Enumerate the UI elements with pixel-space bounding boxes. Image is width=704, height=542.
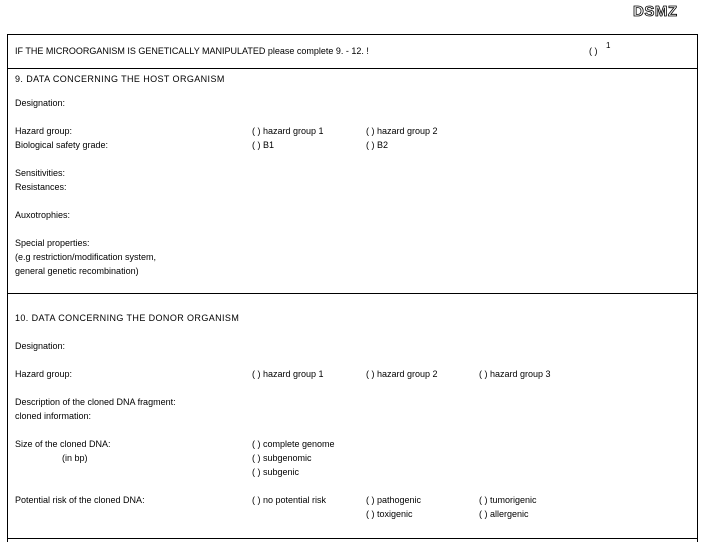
form-frame xyxy=(7,34,698,542)
top-rule xyxy=(7,34,697,35)
size-option-subgenic[interactable]: ( ) subgenic xyxy=(252,467,300,477)
risk-option-tumorigenic[interactable]: ( ) tumorigenic xyxy=(479,495,537,505)
cloned-dna-size-label: Size of the cloned DNA: xyxy=(15,439,111,449)
section10-heading: 10. DATA CONCERNING THE DONOR ORGANISM xyxy=(15,313,240,323)
footnote-marker: 1 xyxy=(606,41,611,50)
risk-option-toxigenic[interactable]: ( ) toxigenic xyxy=(366,509,413,519)
dsmz-logo: DSMZ xyxy=(633,3,678,20)
donor-hazard-label: Hazard group: xyxy=(15,369,73,379)
special-properties-note-2: general genetic recombination) xyxy=(15,266,139,276)
safety-grade-label: Biological safety grade: xyxy=(15,140,109,150)
donor-hazard-option-3[interactable]: ( ) hazard group 3 xyxy=(479,369,551,379)
risk-option-allergenic[interactable]: ( ) allergenic xyxy=(479,509,529,519)
host-hazard-option-2[interactable]: ( ) hazard group 2 xyxy=(366,126,438,136)
cloned-information-label: cloned information: xyxy=(15,411,92,421)
intro-divider xyxy=(7,68,697,69)
special-properties-note-1: (e.g restriction/modification system, xyxy=(15,252,157,262)
donor-hazard-option-2[interactable]: ( ) hazard group 2 xyxy=(366,369,438,379)
cloned-dna-size-unit: (in bp) xyxy=(62,453,88,463)
size-option-subgenomic[interactable]: ( ) subgenomic xyxy=(252,453,312,463)
host-designation-label: Designation: xyxy=(15,98,66,108)
safety-option-b2[interactable]: ( ) B2 xyxy=(366,140,389,150)
risk-option-no-potential-risk[interactable]: ( ) no potential risk xyxy=(252,495,327,505)
section9-heading: 9. DATA CONCERNING THE HOST ORGANISM xyxy=(15,74,225,84)
bottom-rule xyxy=(7,538,697,539)
cloned-fragment-description-label: Description of the cloned DNA fragment: xyxy=(15,397,176,407)
section-divider xyxy=(7,293,697,294)
gm-checkbox[interactable]: ( ) xyxy=(589,46,598,56)
resistances-label: Resistances: xyxy=(15,182,67,192)
special-properties-label: Special properties: xyxy=(15,238,90,248)
sensitivities-label: Sensitivities: xyxy=(15,168,66,178)
potential-risk-label: Potential risk of the cloned DNA: xyxy=(15,495,145,505)
host-hazard-option-1[interactable]: ( ) hazard group 1 xyxy=(252,126,324,136)
risk-option-pathogenic[interactable]: ( ) pathogenic xyxy=(366,495,422,505)
donor-designation-label: Designation: xyxy=(15,341,66,351)
size-option-complete-genome[interactable]: ( ) complete genome xyxy=(252,439,335,449)
intro-text: IF THE MICROORGANISM IS GENETICALLY MANIPULATED please complete 9. - 12. ! xyxy=(15,46,369,56)
safety-option-b1[interactable]: ( ) B1 xyxy=(252,140,275,150)
auxotrophies-label: Auxotrophies: xyxy=(15,210,71,220)
host-hazard-label: Hazard group: xyxy=(15,126,73,136)
donor-hazard-option-1[interactable]: ( ) hazard group 1 xyxy=(252,369,324,379)
